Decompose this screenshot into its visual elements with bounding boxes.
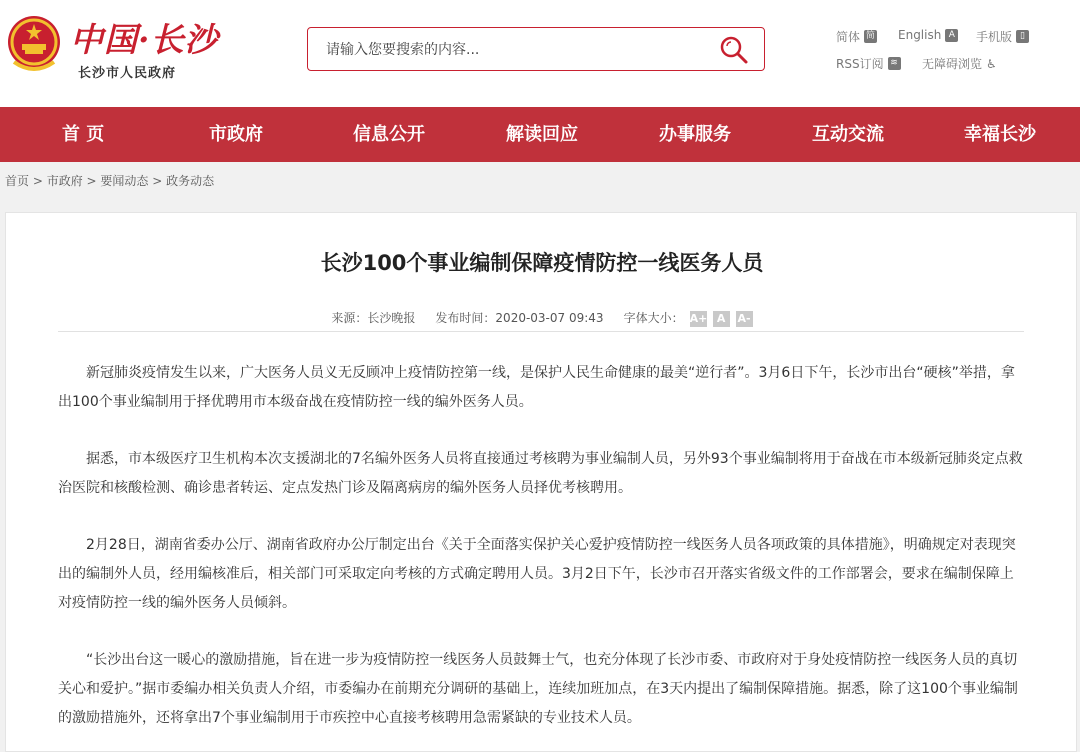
nav-services[interactable]: 办事服务 (659, 124, 731, 145)
nav-info-disclosure[interactable]: 信息公开 (353, 124, 425, 145)
accessibility-icon: ♿ (986, 56, 997, 71)
breadcrumb-separator: > (82, 174, 101, 188)
article-meta (6, 309, 1078, 327)
english-link[interactable] (898, 28, 958, 42)
nav-interpretation[interactable]: 解读回应 (506, 124, 578, 145)
rss-label: RSS订阅 (836, 57, 884, 71)
font-default-button[interactable]: A (713, 311, 730, 327)
search-box (307, 27, 765, 71)
breadcrumb-city-government[interactable]: 市政府 (46, 174, 83, 188)
simplified-chinese-link[interactable] (836, 28, 877, 45)
main-nav (0, 107, 1080, 162)
breadcrumb-home[interactable]: 首页 (5, 174, 30, 188)
rss-link[interactable] (836, 55, 901, 72)
article-publish-time: 发布时间：2020-03-07 09:43 (435, 311, 604, 325)
search-icon[interactable] (718, 34, 750, 66)
mobile-version-link[interactable] (976, 28, 1029, 45)
breadcrumb-gov-affairs[interactable]: 政务动态 (166, 174, 215, 188)
article-container (5, 212, 1077, 752)
mobile-icon: ▯ (1016, 30, 1029, 43)
mobile-label: 手机版 (976, 30, 1013, 44)
accessible-browse-link[interactable] (922, 55, 997, 72)
rss-icon: ≋ (888, 57, 901, 70)
article-paragraph: 2月28日，湖南省委办公厅、湖南省政府办公厅制定出台《关于全面落实保护关心爱护疫情防控一线医务人员各项政策的具体措施》，明确规定对表现突出的编制外人员，经用编核准后，相关部门可采取定向考核的方式确定聘用人员。3月2日下午，长沙市召开落实省级文件的工作部署会，要求在编制保障上对疫情防控一线的编外医务人员倾斜。 (58, 537, 1016, 611)
simplified-icon: 简 (866, 31, 876, 41)
nav-home[interactable]: 首 页 (62, 124, 105, 145)
font-decrease-button[interactable]: A- (737, 311, 751, 325)
breadcrumb (5, 172, 214, 189)
article-title: 长沙100个事业编制保障疫情防控一线医务人员 (320, 251, 764, 275)
nav-city-government[interactable]: 市政府 (209, 124, 263, 145)
nav-happy-changsha[interactable]: 幸福长沙 (964, 124, 1036, 145)
simplified-label: 简体 (836, 30, 861, 44)
article-paragraph: 据悉，市本级医疗卫生机构本次支援湖北的7名编外医务人员将直接通过考核聘为事业编制人员，另外93个事业编制将用于奋战在市本级新冠肺炎定点救治医院和核酸检测、确诊患者转运、定点发热门诊及隔离病房的编外医务人员择优考核聘用。 (58, 451, 1023, 496)
breadcrumb-news[interactable]: 要闻动态 (100, 174, 149, 188)
article-paragraph: 新冠肺炎疫情发生以来，广大医务人员义无反顾冲上疫情防控第一线，是保护人民生命健康的最美“逆行者”。3月6日下午，长沙市出台“硬核”举措，拿出100个事业编制用于择优聘用市本级奋战在疫情防控一线的编外医务人员。 (58, 365, 1015, 410)
accessible-label: 无障碍浏览 (922, 57, 983, 71)
site-logo-text[interactable]: 中国·长沙 (70, 20, 219, 59)
site-header (0, 0, 1080, 107)
english-label: English (898, 28, 942, 42)
nav-interaction[interactable]: 互动交流 (812, 124, 884, 145)
article-paragraph: “长沙出台这一暖心的激励措施，旨在进一步为疫情防控一线医务人员鼓舞士气，也充分体现了长沙市委、市政府对于身处疫情防控一线医务人员的真切关心和爱护。”据市委编办相关负责人介绍，市委编办在前期充分调研的基础上，连续加班加点，在3天内提出了编制保障措施。据悉，除了这100个事业编制的激励措施外，还将拿出7个事业编制用于市疾控中心直接考核聘用急需紧缺的专业技术人员。 (58, 652, 1018, 726)
english-icon: A (945, 29, 958, 42)
font-size-label: 字体大小： (623, 311, 684, 325)
article-source: 来源：长沙晚报 (331, 311, 416, 325)
breadcrumb-separator: > (148, 174, 167, 188)
site-logo-subtitle: 长沙市人民政府 (78, 66, 177, 81)
breadcrumb-separator: > (29, 174, 47, 188)
national-emblem-icon (6, 14, 62, 76)
search-input[interactable] (326, 39, 706, 61)
font-increase-button[interactable]: A+ (689, 311, 708, 325)
meta-divider (58, 331, 1024, 332)
